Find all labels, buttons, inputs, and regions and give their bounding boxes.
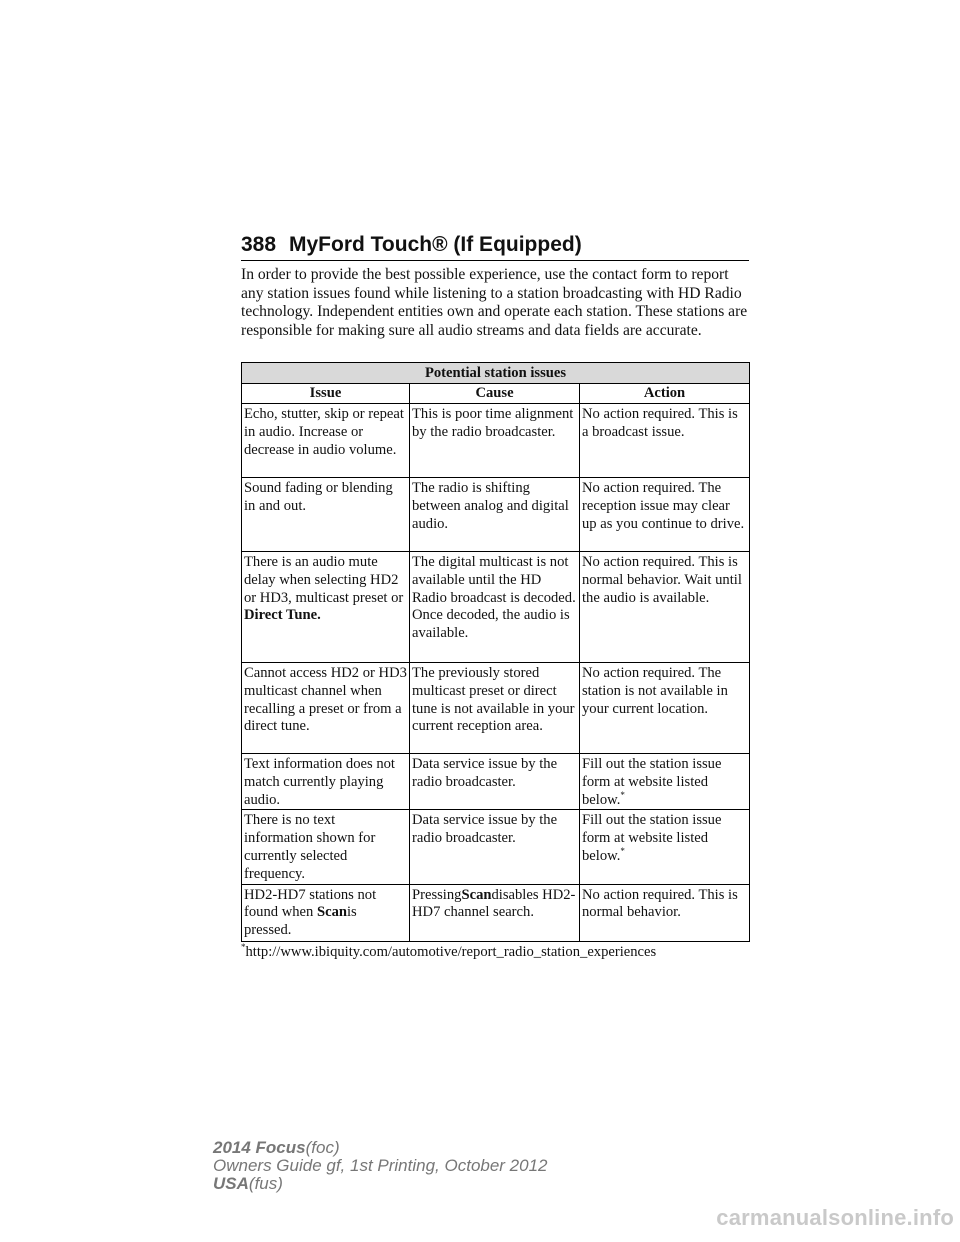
footer-line-guide: Owners Guide gf, 1st Printing, October 2012 [213, 1156, 548, 1175]
footnote-marker: * [620, 789, 625, 800]
issue-bold-text: Direct Tune. [244, 607, 321, 624]
station-issues-table [241, 362, 750, 942]
footer-model: 2014 Focus [213, 1138, 306, 1157]
table-row [242, 478, 750, 552]
cause-text-end: disables HD2-HD7 channel search. [412, 886, 576, 921]
cause-cell: Data service issue by the radio broadcaster. [410, 810, 580, 884]
table-row [242, 552, 750, 663]
table-header-row [242, 384, 750, 404]
issue-cell: Text information does not match currently playing audio. [242, 754, 410, 810]
page-number: 388 [241, 233, 277, 256]
footer-line-model [213, 1139, 548, 1157]
footnote-marker: * [620, 846, 625, 857]
page-title: MyFord Touch® (If Equipped) [289, 233, 582, 256]
issue-cell: Echo, stutter, skip or repeat in audio. Increase or decrease in audio volume. [242, 404, 410, 478]
footer-market: USA [213, 1174, 249, 1193]
footnote [241, 943, 761, 961]
action-cell [580, 754, 750, 810]
table-row [242, 810, 750, 884]
table-row [242, 754, 750, 810]
issue-cell [242, 552, 410, 663]
column-header-issue: Issue [242, 384, 410, 404]
issue-cell: Cannot access HD2 or HD3 multicast channel when recalling a preset or from a direct tune. [242, 663, 410, 754]
table-title-row [242, 363, 750, 384]
cause-cell: Data service issue by the radio broadcaster. [410, 754, 580, 810]
table-row [242, 663, 750, 754]
action-text: Fill out the station issue form at website listed below. [582, 756, 722, 808]
issue-text-end: is pressed. [244, 904, 357, 939]
issue-cell: Sound fading or blending in and out. [242, 478, 410, 552]
watermark-text: carmanualsonline.info [716, 1205, 954, 1230]
action-cell [580, 810, 750, 884]
issue-text: There is an audio mute delay when selecting HD2 or HD3, multicast preset or [244, 554, 404, 606]
action-cell: No action required. The station is not available in your current location. [580, 663, 750, 754]
issue-cell: There is no text information shown for currently selected frequency. [242, 810, 410, 884]
cause-cell [410, 884, 580, 941]
cause-cell: The radio is shifting between analog and digital audio. [410, 478, 580, 552]
cause-cell: The previously stored multicast preset or direct tune is not available in your current reception area. [410, 663, 580, 754]
table-row [242, 884, 750, 941]
cause-text: Pressing [412, 886, 462, 903]
footer-market-code: (fus) [248, 1174, 283, 1193]
page-header [241, 232, 749, 261]
cause-cell: This is poor time alignment by the radio broadcaster. [410, 404, 580, 478]
action-text: Fill out the station issue form at website listed below. [582, 812, 722, 864]
footnote-marker: * [241, 942, 246, 953]
column-header-cause: Cause [410, 384, 580, 404]
issue-bold-text: Scan [316, 904, 347, 921]
intro-paragraph: In order to provide the best possible experience, use the contact form to report any station issues found while listening to a station broadcasting with HD Radio technology. Independent entities own and operate each station. These stations are responsible for making sure all audio streams and data fields are accurate. [241, 266, 748, 339]
action-cell: No action required. This is normal behavior. Wait until the audio is available. [580, 552, 750, 663]
issue-text: HD2-HD7 stations not found when [244, 886, 377, 921]
column-header-action: Action [580, 384, 750, 404]
cause-bold-text: Scan [461, 886, 492, 903]
footer-model-code: (foc) [305, 1138, 340, 1157]
footnote-url: http://www.ibiquity.com/automotive/report_radio_station_experiences [245, 944, 657, 960]
action-cell: No action required. The reception issue may clear up as you continue to drive. [580, 478, 750, 552]
table-title: Potential station issues [242, 363, 750, 384]
issue-cell [242, 884, 410, 941]
action-cell: No action required. This is normal behavior. [580, 884, 750, 941]
table-row [242, 404, 750, 478]
action-cell: No action required. This is a broadcast issue. [580, 404, 750, 478]
footer-line-market [213, 1175, 548, 1193]
document-footer [213, 1139, 548, 1193]
cause-cell: The digital multicast is not available until the HD Radio broadcast is decoded. Once decoded, the audio is available. [410, 552, 580, 663]
